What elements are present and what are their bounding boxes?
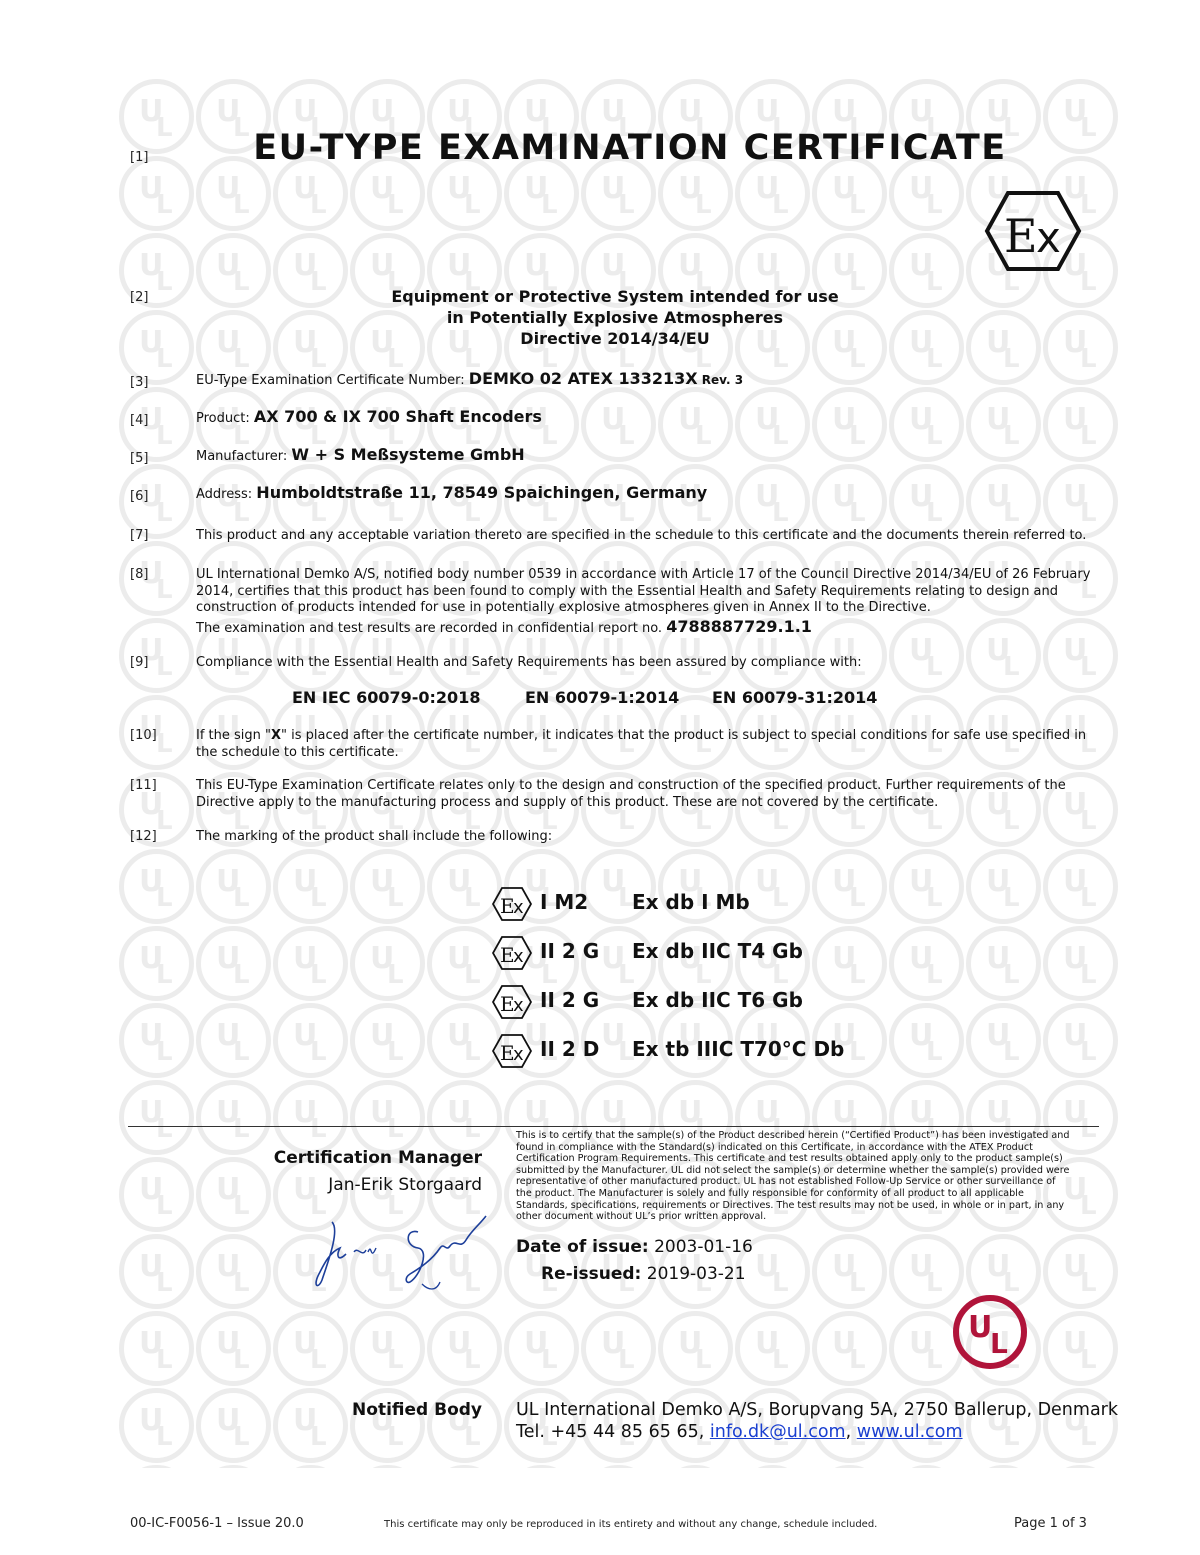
section-number: [8] (130, 567, 149, 582)
section-number: [9] (130, 655, 149, 670)
ex-hexagon-icon (492, 1033, 532, 1069)
notified-body-details (516, 1399, 1118, 1443)
ex-hexagon-icon (492, 886, 532, 922)
equipment-category: II 2 G (540, 988, 600, 1012)
section-number: [4] (130, 413, 149, 428)
protection-code: Ex db IIC T6 Gb (632, 988, 803, 1012)
section-number: [3] (130, 375, 149, 390)
report-line (196, 616, 1101, 638)
section-number: [11] (130, 778, 157, 793)
directive-line: in Potentially Explosive Atmospheres (446, 308, 784, 327)
handwritten-signature (310, 1212, 490, 1296)
svg-text:E: E (500, 1041, 515, 1065)
ul-logo-icon (950, 1295, 1030, 1370)
date-of-issue-label: Date of issue: (516, 1237, 649, 1257)
equipment-category: II 2 G (540, 939, 600, 963)
ul-logo-l: L (990, 1327, 1008, 1360)
email-link[interactable]: info.dk@ul.com (709, 1422, 846, 1442)
protection-code: Ex db IIC T4 Gb (632, 939, 803, 963)
link-separator: , (845, 1422, 852, 1442)
svg-text:x: x (513, 897, 524, 918)
marking-row (492, 1037, 952, 1077)
reissued-value: 2019-03-21 (646, 1264, 746, 1284)
svg-text:E: E (500, 992, 515, 1016)
protection-code: Ex db I Mb (632, 890, 750, 914)
directive-line: Directive 2014/34/EU (520, 329, 710, 348)
manufacturer-name: W + S Meßsysteme GmbH (291, 445, 525, 464)
revision: Rev. 3 (701, 373, 744, 387)
signatory-role: Certification Manager (273, 1148, 482, 1168)
text-part: " is placed after the certificate number, it indicates that the product is subject to special conditions for safe use specified in the schedule to this certificate. (196, 728, 1087, 760)
notified-body-address: UL International Demko A/S, Borupvang 5A, 2750 Ballerup, Denmark (516, 1400, 1118, 1420)
section-number: [6] (130, 489, 149, 504)
report-number: 4788887729.1.1 (666, 616, 812, 636)
svg-text:x: x (513, 1044, 524, 1065)
svg-text:x: x (1036, 213, 1061, 262)
protection-code: Ex tb IIIC T70°C Db (632, 1037, 845, 1061)
equipment-category: II 2 D (540, 1037, 600, 1061)
field-label: Address: (196, 487, 253, 502)
marking-row (492, 988, 952, 1028)
ex-hexagon-icon (984, 189, 1082, 273)
scope-text: This product and any acceptable variation thereto are specified in the schedule to this certificate and the documents therein referred to. (196, 528, 1087, 543)
text-part: If the sign " (196, 728, 271, 743)
section-number: [5] (130, 451, 149, 466)
page-number: Page 1 of 3 (1014, 1516, 1087, 1531)
report-label: The examination and test results are recorded in confidential report no. (196, 620, 663, 636)
telephone: Tel. +45 44 85 65 65, (516, 1422, 705, 1442)
equipment-category: I M2 (540, 890, 589, 914)
svg-text:E: E (500, 894, 515, 918)
certificate-number: DEMKO 02 ATEX 133213X (468, 369, 698, 388)
reissued-label: Re-issued: (541, 1264, 642, 1284)
section-number: [7] (130, 528, 149, 543)
notified-body-label: Notified Body (352, 1400, 482, 1420)
section-number: [1] (130, 150, 149, 165)
form-id: 00-IC-F0056-1 – Issue 20.0 (130, 1516, 304, 1531)
standard: EN 60079-1:2014 (525, 688, 680, 707)
date-of-issue-value: 2003-01-16 (654, 1237, 753, 1257)
special-conditions-text (196, 728, 1101, 761)
section-number: [2] (130, 290, 149, 305)
contact-line (516, 1421, 1118, 1443)
certification-statement (196, 567, 1101, 637)
standard: EN IEC 60079-0:2018 (292, 688, 481, 707)
date-of-issue (516, 1237, 753, 1257)
reissue-date (541, 1264, 746, 1284)
scope-limitation-text: This EU-Type Examination Certificate relates only to the design and construction of the specified product. Further requirements of the Directive apply to the manufacturing process and supply of this product. These are not covered by the certificate. (196, 778, 1066, 810)
ex-hexagon-icon (492, 935, 532, 971)
website-link[interactable]: www.ul.com (856, 1422, 963, 1442)
directive-heading (230, 286, 1000, 349)
svg-text:E: E (1004, 209, 1038, 263)
statement-text: UL International Demko A/S, notified body number 0539 in accordance with Article 17 of the Council Directive 2014/34/EU of 26 February 2014, certifies that this product has been found to comply with the Essential Health and Safety Requirements relating to design and construction of products intended for use in potentially explosive atmospheres given in Annex II to the Directive. (196, 567, 1091, 615)
standard: EN 60079-31:2014 (712, 688, 878, 707)
compliance-text: Compliance with the Essential Health and Safety Requirements has been assured by compliance with: (196, 655, 862, 670)
certificate-number-row (196, 371, 1101, 390)
x-sign: X (271, 728, 282, 743)
divider (128, 1126, 1099, 1127)
field-label: Manufacturer: (196, 449, 288, 464)
directive-line: Equipment or Protective System intended for use (391, 287, 839, 306)
marking-intro: The marking of the product shall include the following: (196, 829, 553, 844)
ex-hexagon-icon (492, 984, 532, 1020)
reproduction-note: This certificate may only be reproduced in its entirety and without any change, schedule included. (384, 1519, 878, 1530)
certification-disclaimer: This is to certify that the sample(s) of the Product described herein (“Certified Product”) has been investigated and found in compliance with the Standard(s) indicated on this Certificate, in accordance with the ATEX Product Certification Program Requirements. This certificate and test results obtained apply only to the product sample(s) submitted by the Manufacturer. UL did not select the sample(s) or determine whether the sample(s) provided were representative of other manufactured product. UL has not established Follow-Up Service or other surveillance of the product. The Manufacturer is solely and fully responsible for conformity of all product to all applicable Standards, specifications, requirements or Directives. The test results may not be used, in whole or in part, in any other document without UL’s prior written approval. (516, 1130, 1070, 1223)
field-label: EU-Type Examination Certificate Number: (196, 373, 465, 388)
field-label: Product: (196, 411, 250, 426)
page-title: EU-TYPE EXAMINATION CERTIFICATE (253, 128, 1007, 168)
section-number: [12] (130, 829, 157, 844)
manufacturer-address: Humboldtstraße 11, 78549 Spaichingen, Germany (256, 483, 708, 502)
marking-row (492, 890, 952, 930)
signatory-name: Jan-Erik Storgaard (328, 1175, 482, 1195)
product-name: AX 700 & IX 700 Shaft Encoders (253, 407, 542, 426)
address-row (196, 485, 1101, 504)
section-number: [10] (130, 728, 157, 743)
svg-text:E: E (500, 943, 515, 967)
svg-text:x: x (513, 995, 524, 1016)
manufacturer-row (196, 447, 1101, 466)
svg-text:x: x (513, 946, 524, 967)
marking-row (492, 939, 952, 979)
ul-logo-u: U (968, 1310, 993, 1345)
product-row (196, 409, 1101, 428)
